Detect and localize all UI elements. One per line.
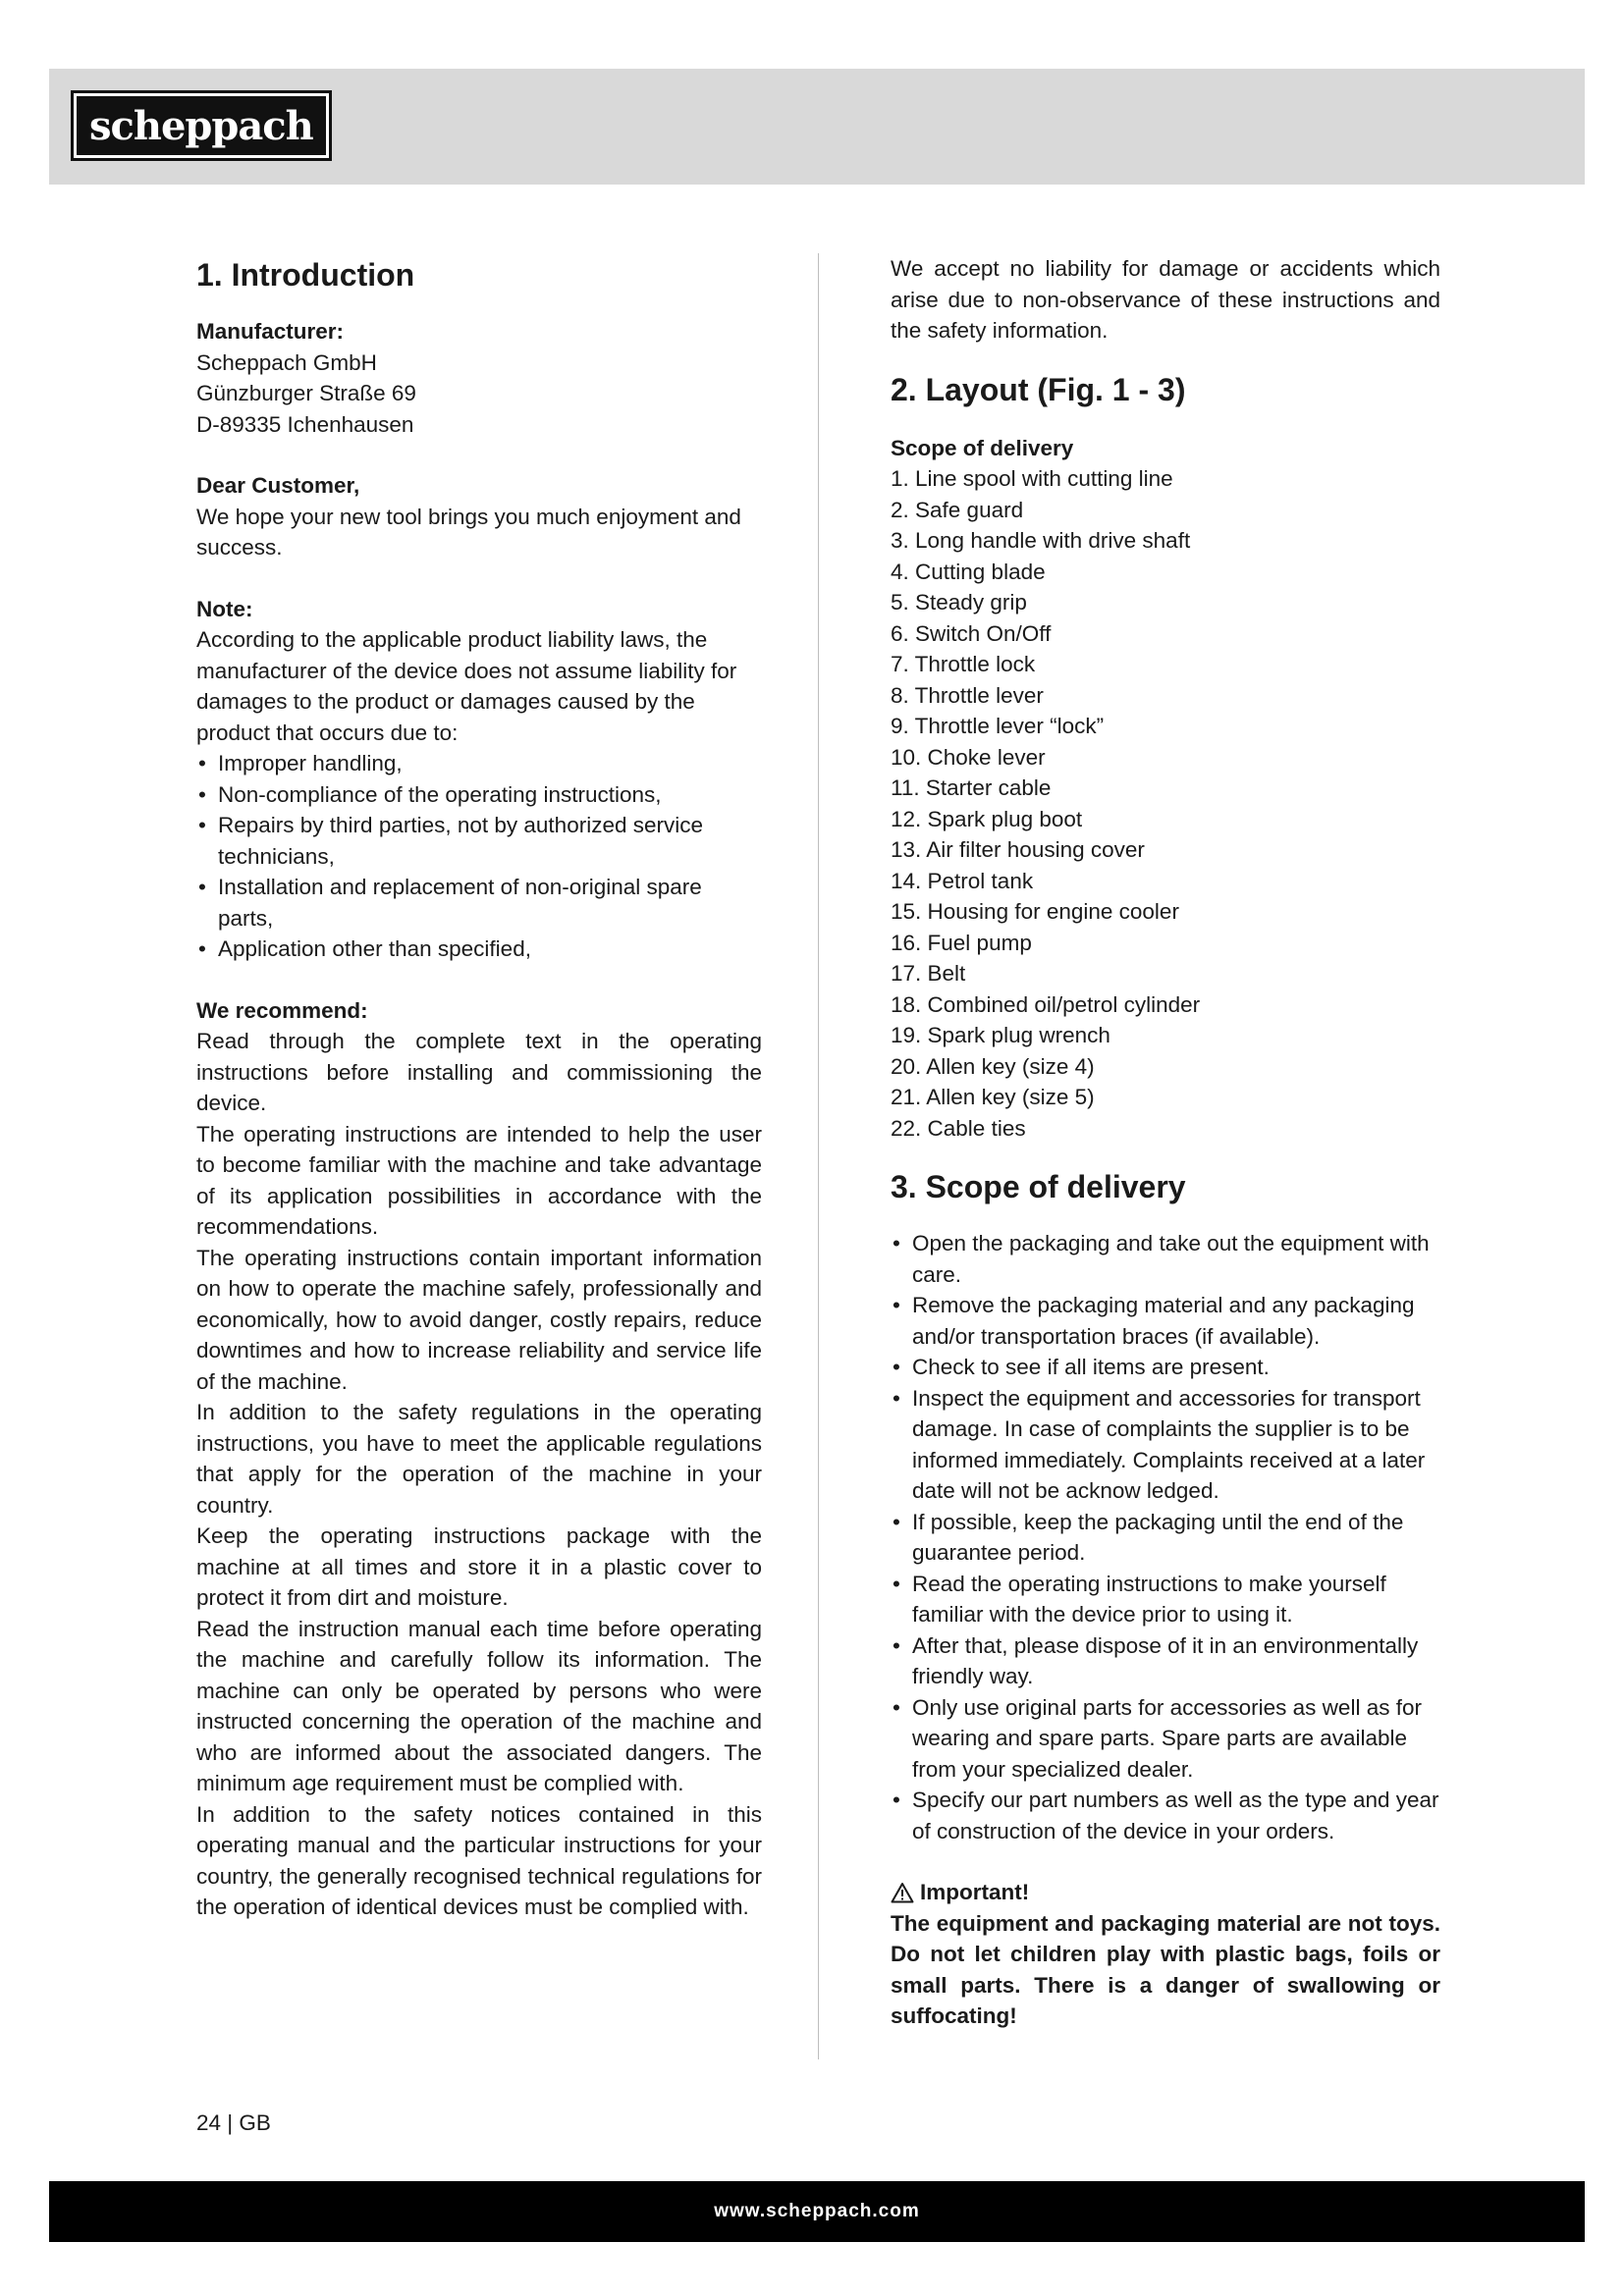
manufacturer-line: Scheppach GmbH (196, 349, 377, 375)
list-item: • Repairs by third parties, not by authorized service technicians, (196, 810, 762, 872)
list-item: 4. Cutting blade (891, 559, 1046, 584)
scope-title: 3. Scope of delivery (891, 1169, 1186, 1204)
list-item: • Open the packaging and take out the equipment with care. (891, 1228, 1440, 1290)
note-text: According to the applicable product liability laws, the manufacturer of the device does not assume liability for damages to the product or damages caused by the product that occurs due to: (196, 627, 737, 745)
warning-triangle-icon (891, 1882, 914, 1903)
recommend-label: We recommend: (196, 997, 368, 1023)
logo-text: scheppach (89, 102, 313, 149)
recommend-paragraph: In addition to the safety regulations in the operating instructions, you have to meet the applicable regulations that apply for the operation of the machine in your country. (196, 1400, 762, 1518)
list-item: 20. Allen key (size 4) (891, 1053, 1095, 1079)
list-item: 13. Air filter housing cover (891, 837, 1145, 862)
recommend-paragraph: The operating instructions contain important information on how to operate the machine safely, professionally and economically, how to avoid danger, costly repairs, reduce downtimes and how to increase reliability and service life of the machine. (196, 1245, 762, 1394)
header-band (49, 69, 1585, 185)
recommend-paragraph: The operating instructions are intended to help the user to become familiar with the machine and take advantage of its application possibilities in accordance with the recommendations. (196, 1121, 762, 1239)
dear-customer-text: We hope your new tool brings you much enjoyment and success. (196, 504, 741, 560)
list-item: 7. Throttle lock (891, 652, 1036, 676)
manufacturer-line: D-89335 Ichenhausen (196, 411, 414, 437)
scope-bullet-list (891, 1228, 1440, 1846)
manufacturer-label: Manufacturer: (196, 319, 345, 344)
list-item: 21. Allen key (size 5) (891, 1085, 1095, 1109)
list-item: 15. Housing for engine cooler (891, 899, 1179, 924)
liability-text: We accept no liability for damage or accidents which arise due to non-observance of these instructions and the safety information. (891, 256, 1440, 343)
website-link[interactable]: www.scheppach.com (714, 2201, 920, 2221)
list-item: • Non-compliance of the operating instructions, (196, 779, 762, 811)
layout-title: 2. Layout (Fig. 1 - 3) (891, 371, 1186, 407)
list-item: 10. Choke lever (891, 744, 1046, 770)
scheppach-logo (71, 90, 332, 161)
footer-band (49, 2181, 1585, 2242)
list-item: 9. Throttle lever “lock” (891, 714, 1105, 738)
list-item: 2. Safe guard (891, 497, 1024, 522)
list-item: 22. Cable ties (891, 1115, 1026, 1141)
list-item: • Inspect the equipment and accessories for transport damage. In case of complaints the supplier is to be informed immediately. Complaints received at a later date will not be acknow ledged. (891, 1383, 1440, 1507)
list-item: • Improper handling, (196, 748, 762, 779)
page-number: 24 | GB (196, 2110, 271, 2135)
list-item: • After that, please dispose of it in an environmentally friendly way. (891, 1630, 1440, 1692)
list-item: 8. Throttle lever (891, 682, 1044, 708)
list-item: • Specify our part numbers as well as the type and year of construction of the device in your orders. (891, 1785, 1440, 1846)
list-item: • Read the operating instructions to make yourself familiar with the device prior to using it. (891, 1569, 1440, 1630)
recommend-paragraph: In addition to the safety notices contained in this operating manual and the particular instructions for your country, the generally recognised technical regulations for the operation of identical devices must be complied with. (196, 1801, 762, 1919)
important-heading (891, 1877, 1440, 1908)
list-item: 11. Starter cable (891, 775, 1052, 800)
list-item: • If possible, keep the packaging until the end of the guarantee period. (891, 1507, 1440, 1569)
intro-title: 1. Introduction (196, 257, 415, 293)
list-item: 14. Petrol tank (891, 868, 1034, 893)
list-item: 17. Belt (891, 961, 966, 986)
list-item: • Application other than specified, (196, 934, 762, 965)
important-text: The equipment and packaging material are not toys. Do not let children play with plastic bags, foils or small parts. There is a danger of swallowing or suffocating! (891, 1910, 1440, 2028)
list-item: • Installation and replacement of non-original spare parts, (196, 872, 762, 934)
left-column (196, 253, 762, 1923)
list-item: • Check to see if all items are present. (891, 1352, 1440, 1383)
important-label: Important! (920, 1880, 1030, 1904)
note-bullet-list (196, 748, 762, 965)
column-divider (818, 253, 819, 2059)
list-item: • Remove the packaging material and any packaging and/or transportation braces (if available). (891, 1290, 1440, 1352)
list-item: 12. Spark plug boot (891, 806, 1083, 831)
dear-customer-label: Dear Customer, (196, 473, 360, 498)
recommend-paragraph: Read through the complete text in the operating instructions before installing and commissioning the device. (196, 1029, 762, 1115)
recommend-paragraph: Read the instruction manual each time before operating the machine and carefully follow its information. The machine can only be operated by persons who were instructed concerning the operation of the machine and who are informed about the associated dangers. The minimum age requirement must be complied with. (196, 1616, 762, 1795)
list-item: 16. Fuel pump (891, 930, 1032, 955)
list-item: 6. Switch On/Off (891, 620, 1052, 646)
scope-of-delivery-label: Scope of delivery (891, 435, 1074, 460)
list-item: 1. Line spool with cutting line (891, 466, 1173, 491)
note-label: Note: (196, 596, 253, 621)
parts-list (891, 463, 1440, 1144)
list-item: 5. Steady grip (891, 590, 1027, 614)
right-column (891, 253, 1440, 2032)
list-item: • Only use original parts for accessories as well as for wearing and spare parts. Spare parts are available from your specialized dealer. (891, 1692, 1440, 1786)
recommend-paragraph: Keep the operating instructions package with the machine at all times and store it in a plastic cover to protect it from dirt and moisture. (196, 1523, 762, 1610)
list-item: 18. Combined oil/petrol cylinder (891, 991, 1201, 1017)
list-item: 19. Spark plug wrench (891, 1023, 1110, 1047)
manufacturer-line: Günzburger Straße 69 (196, 381, 416, 405)
list-item: 3. Long handle with drive shaft (891, 528, 1191, 553)
